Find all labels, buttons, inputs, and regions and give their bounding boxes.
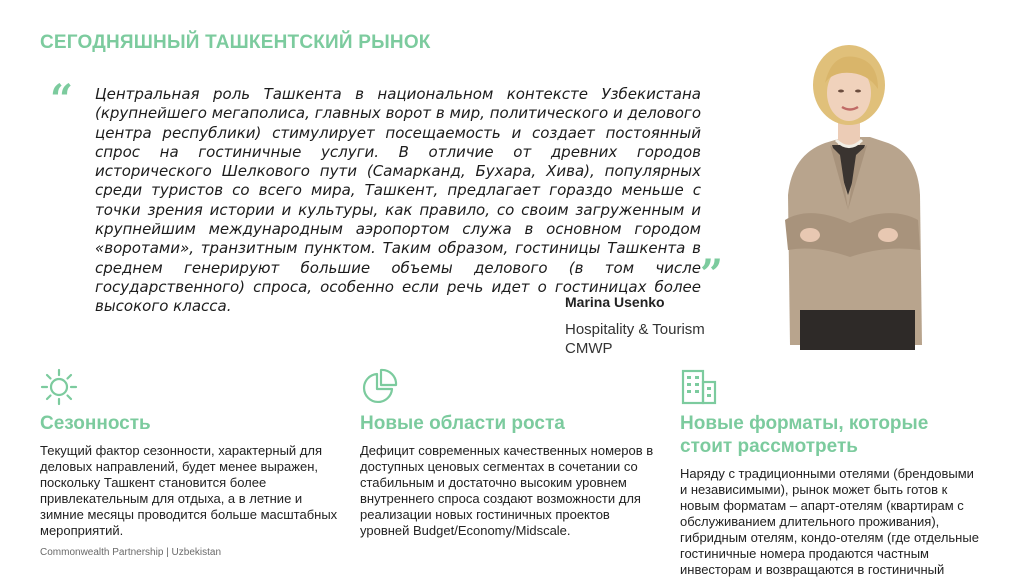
- column-text: Текущий фактор сезонности, характерный для деловых направлений, будет менее выражен, поскольку Ташкент становится более привлекательным для отдыха, а в летние и зимние месяцы проводится больше масштабных мероприятий.: [40, 443, 338, 538]
- footer-text: Commonwealth Partnership | Uzbekistan: [40, 547, 222, 558]
- column-new-formats: [680, 368, 980, 578]
- author-photo: [770, 45, 925, 350]
- column-title: Новые форматы, которые стоит рассмотреть: [680, 413, 929, 457]
- quote-close-mark: ”: [700, 251, 724, 298]
- author-name: Marina Usenko: [565, 294, 665, 310]
- author-role: Hospitality & Tourism CMWP: [565, 321, 705, 357]
- sun-icon: [40, 368, 78, 406]
- quote-text: Центральная роль Ташкента в национальном контексте Узбекистана (крупнейшего мегаполиса, главных ворот в мир, политического и делового центра республики) стимулирует посещаемость и создает постоянный спрос на гостиничные услуги. В отличие от древних городов исторического Шелкового пути (Самарканд, Бухара, Хива), популярных среди туристов со всего мира, Ташкент, предлагает гораздо меньше с точки зрения истории и культуры, как правило, со своим загруженным и крупнейшим международным аэропортом служа в основном городом «воротами», транзитным пунктом. Таким образом, гостиницы Ташкента в среднем генерируют большие объемы делового (в том числе государственного) спроса, особенно если речь идет о гостиницах более высокого класса.: [95, 85, 701, 316]
- column-seasonality: [40, 368, 340, 539]
- quote-open-mark: “: [50, 76, 74, 123]
- column-growth-areas: [360, 368, 660, 539]
- column-title: Сезонность: [40, 413, 151, 434]
- page-title: СЕГОДНЯШНЫЙ ТАШКЕНТСКИЙ РЫНОК: [40, 32, 431, 53]
- column-text: Дефицит современных качественных номеров в доступных ценовых сегментах в сочетании со стабильным и достаточно высоким уровнем внутреннего спроса создают возможности для реализации новых гостиничных проектов уровней Budget/Economy/Midscale.: [360, 443, 654, 538]
- column-title: Новые области роста: [360, 413, 565, 434]
- column-text: Наряду с традиционными отелями (брендовыми и независимыми), рынок может быть готов к новым форматам – апарт-отелям (квартирам с обслуживанием длительного проживания), гибридным отелям, кондо-отелям (где отдельные гостиничные номера продаются частным инвесторам и возвращаются в гостиничный: [680, 466, 979, 577]
- buildings-icon: [680, 368, 718, 406]
- pie-chart-icon: [360, 368, 398, 406]
